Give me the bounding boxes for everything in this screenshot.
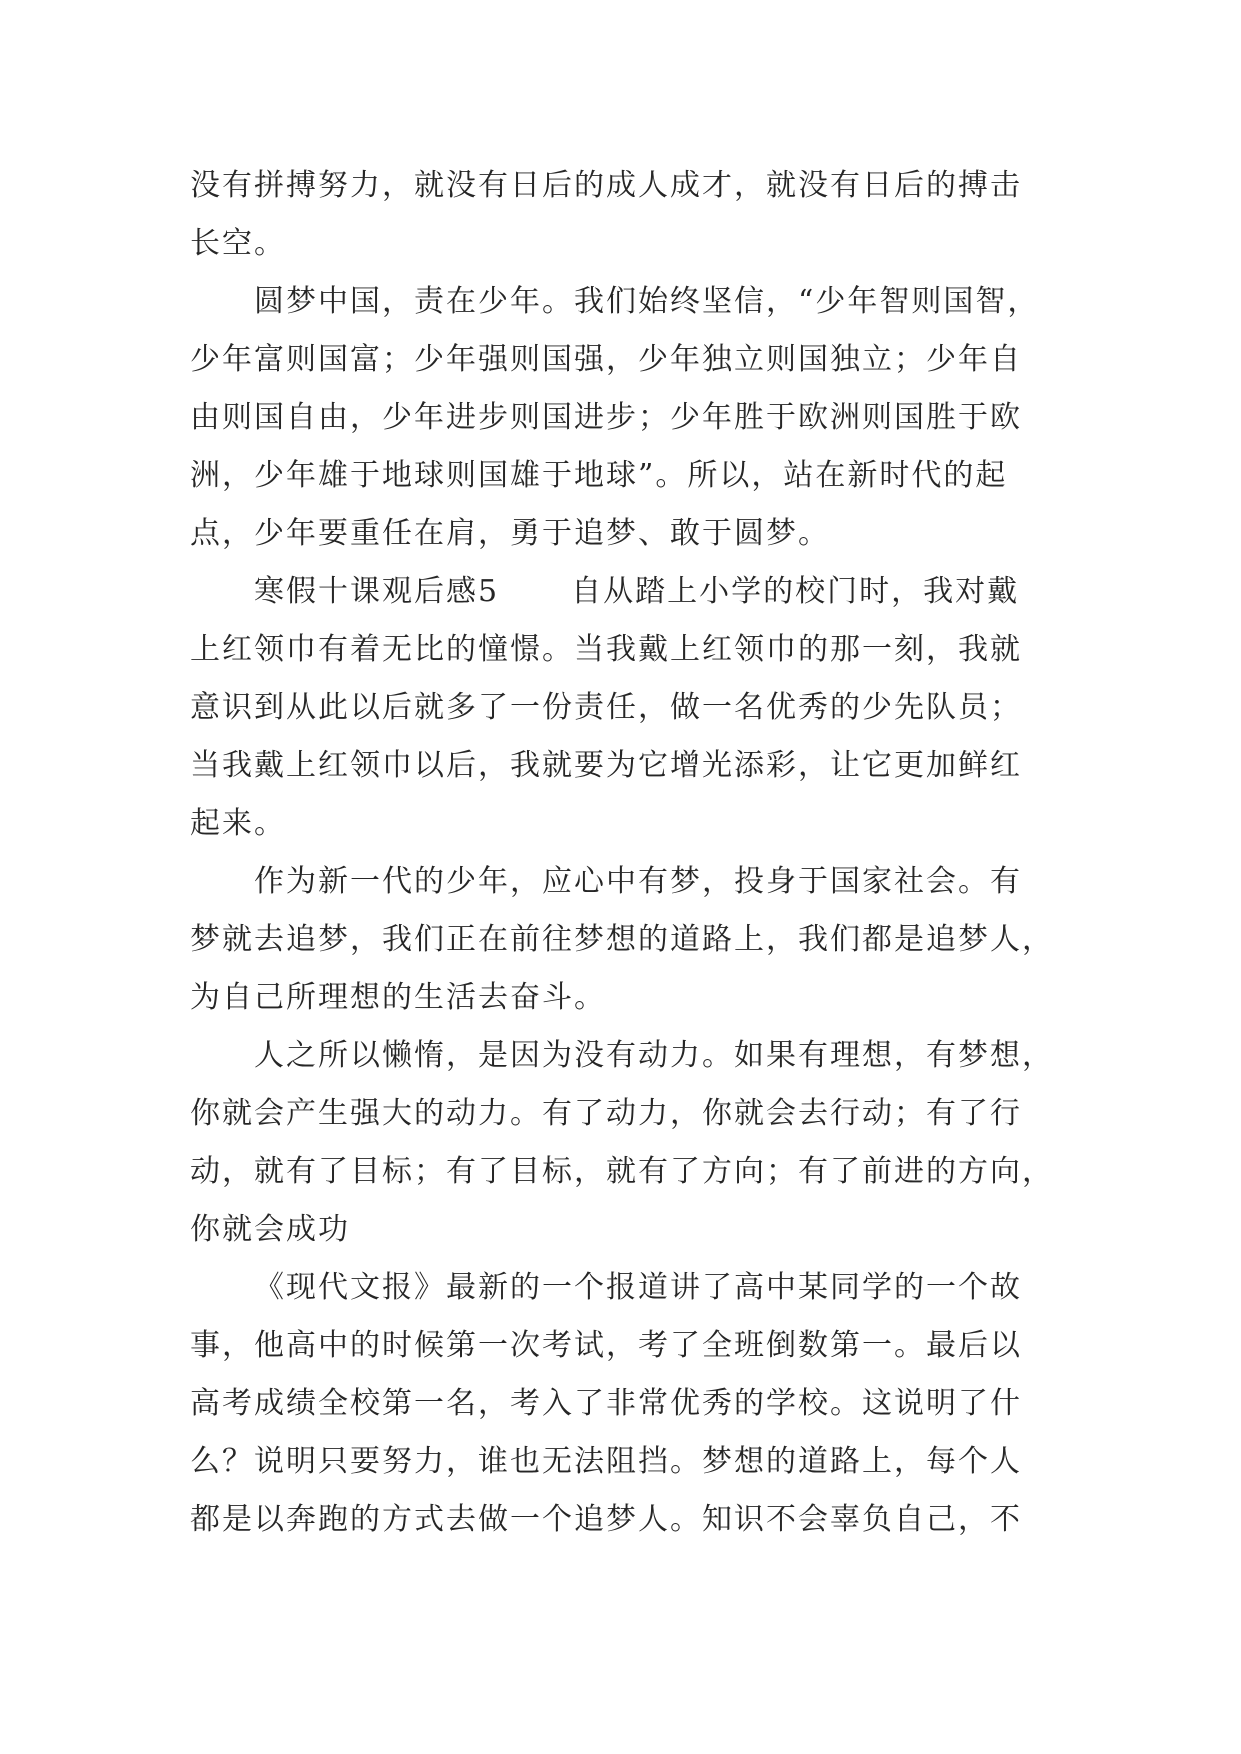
- text-line: 洲，少年雄于地球则国雄于地球”。所以，站在新时代的起: [190, 458, 1008, 493]
- document-body: [190, 157, 1060, 1549]
- text-line: 点，少年要重任在肩，勇于追梦、敢于圆梦。: [190, 516, 830, 551]
- text-line: 没有拼搏努力，就没有日后的成人成才，就没有日后的搏击: [190, 168, 1022, 203]
- paragraph-text: 自从踏上小学的校门时，我对戴: [571, 574, 1020, 609]
- text-line: 你就会成功: [190, 1212, 350, 1247]
- text-line: 少年富则国富；少年强则国强，少年独立则国独立；少年自: [190, 342, 1022, 377]
- text-line: 起来。: [190, 806, 286, 841]
- paragraph-start-line: 圆梦中国，责在少年。我们始终坚信，“少年智则国智，: [254, 284, 1040, 319]
- section-heading: 寒假十课观后感5: [254, 574, 500, 609]
- text-line: 上红领巾有着无比的憧憬。当我戴上红领巾的那一刻，我就: [190, 632, 1022, 667]
- text-line: 高考成绩全校第一名，考入了非常优秀的学校。这说明了什: [190, 1386, 1022, 1421]
- text-line: 都是以奔跑的方式去做一个追梦人。知识不会辜负自己，不: [190, 1502, 1022, 1537]
- text-line: 为自己所理想的生活去奋斗。: [190, 980, 606, 1015]
- text-line: 当我戴上红领巾以后，我就要为它增光添彩，让它更加鲜红: [190, 748, 1022, 783]
- paragraph-start-line: 《现代文报》最新的一个报道讲了高中某同学的一个故: [254, 1270, 1022, 1305]
- paragraph-start-line: 人之所以懒惰，是因为没有动力。如果有理想，有梦想，: [254, 1038, 1054, 1073]
- text-line: 意识到从此以后就多了一份责任，做一名优秀的少先队员；: [190, 690, 1022, 725]
- text-line: 由则国自由，少年进步则国进步；少年胜于欧洲则国胜于欧: [190, 400, 1022, 435]
- paragraph-start-line: 作为新一代的少年，应心中有梦，投身于国家社会。有: [254, 864, 1022, 899]
- text-line: 动，就有了目标；有了目标，就有了方向；有了前进的方向，: [190, 1154, 1054, 1189]
- text-line: 么？说明只要努力，谁也无法阻挡。梦想的道路上，每个人: [190, 1444, 1022, 1479]
- text-line: 你就会产生强大的动力。有了动力，你就会去行动；有了行: [190, 1096, 1022, 1131]
- text-line: 事，他高中的时候第一次考试，考了全班倒数第一。最后以: [190, 1328, 1022, 1363]
- text-line: 长空。: [190, 226, 286, 261]
- text-line: 梦就去追梦，我们正在前往梦想的道路上，我们都是追梦人，: [190, 922, 1054, 957]
- section-heading-line: [190, 563, 1060, 621]
